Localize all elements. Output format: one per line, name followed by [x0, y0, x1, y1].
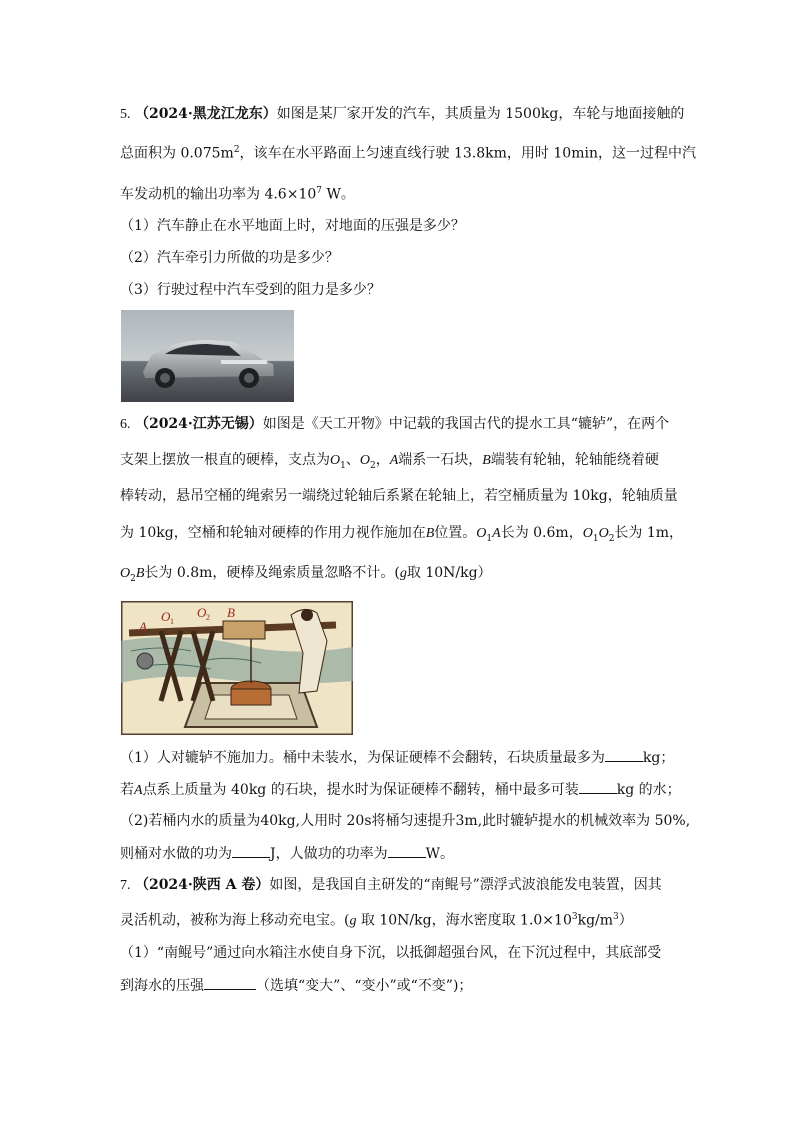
q6-sub1-unit: kg；: [642, 750, 675, 766]
b-symbol-2: B: [425, 526, 435, 541]
o2-sub-3: 2: [130, 573, 136, 584]
a-symbol-2: A: [492, 526, 501, 541]
answer-blank-4[interactable]: [388, 843, 426, 858]
q7-line-2: [120, 907, 633, 932]
q7-text-1: 如图，是我国自主研发的“南鲲号”漂浮式波浪能发电装置，因其: [269, 877, 662, 893]
a-symbol-3: A: [134, 783, 143, 798]
q5-text-1: 如图是某厂家开发的汽车，其质量为 1500kg，车轮与地面接触的: [276, 106, 685, 122]
q7-sup-1: 3: [571, 912, 578, 922]
q6-sub-2: （2)若桶内水的质量为40kg,人用时 20s将桶匀速提升3m,此时辘轳提水的机械效率为 50%,: [120, 813, 691, 829]
o2-symbol-2: O: [598, 526, 609, 541]
q7-number: 7.: [120, 878, 131, 893]
q5-number: 5.: [120, 107, 131, 122]
q7-sub-1: （1）“南鲲号”通过向水箱注水使自身下沉，以抵御超强台风，在下沉过程中，其底部受: [120, 945, 662, 961]
o2-sub: 2: [369, 460, 376, 471]
q6-line-5: [120, 563, 492, 589]
q6-sub-1: [120, 747, 674, 768]
answer-blank-3[interactable]: [232, 843, 270, 858]
q5-sub-1: （1）汽车静止在水平地面上时，对地面的压强是多少？: [120, 218, 465, 234]
q7-source: （2024·陕西 A 卷）: [134, 877, 270, 893]
q5-text-3b: W。: [322, 186, 355, 203]
g-symbol: g: [399, 566, 407, 581]
q6-number: 6.: [120, 417, 131, 432]
q6-sub1b-text-a: 若: [120, 782, 134, 798]
q6-text-5a: 长为 0.8m，硬棒及绳索质量忽略不计。(: [144, 565, 400, 581]
q6-sub-2-cont: [120, 843, 454, 864]
b-symbol: B: [482, 453, 491, 468]
q6-sub1b-unit: kg 的水；: [616, 782, 681, 798]
q5-line-2: [120, 140, 696, 164]
label-b: B: [227, 605, 235, 620]
q6-text-4d: 长为 1m，: [614, 525, 684, 541]
q5-line-1: [120, 104, 684, 125]
q6-text-4a: 为 10kg，空桶和轮轴对硬棒的作用力视作施加在: [120, 525, 426, 541]
q7-line-1: [120, 875, 662, 896]
label-a: A: [139, 619, 147, 634]
q7-sub1-text-b: （选填“变大”、“变小”或“不变”)；: [256, 978, 473, 994]
q6-sub-1-cont: [120, 779, 681, 801]
b-symbol-3: B: [135, 566, 145, 581]
q6-source: （2024·江苏无锡）: [134, 416, 263, 432]
label-o2-sub: 2: [206, 613, 210, 622]
o1-sub: 1: [340, 460, 346, 471]
o1-sub-2: 1: [486, 533, 493, 544]
q5-text-3a: 车发动机的输出功率为 4.6×10: [120, 186, 317, 203]
label-o1-sub: 1: [170, 617, 174, 626]
car-photo: [121, 310, 294, 402]
q6-sub2-text-c: W。: [425, 846, 455, 862]
q5-text-2b: ，该车在水平路面上匀速直线行驶 13.8km，用时 10min，这一过程中汽: [239, 145, 696, 162]
q6-sub2-text-a: 则桶对水做的功为: [120, 846, 232, 862]
o1-symbol-2: O: [476, 526, 487, 541]
q5-sub-3: （3）行驶过程中汽车受到的阻力是多少？: [120, 282, 381, 298]
a-symbol: A: [389, 453, 399, 468]
q6-text-4b: 位置。: [434, 525, 477, 541]
q7-text-2c: kg/m: [577, 912, 614, 929]
o1-sub-3: 1: [592, 533, 599, 544]
q6-line-3: 棒转动，悬吊空桶的绳索另一端绕过轮轴后系紧在轮轴上，若空桶质量为 10kg，轮轴质量: [120, 488, 678, 504]
q6-sep: 、: [345, 452, 360, 468]
label-o2: O: [197, 605, 207, 620]
q6-text-5b: 取 10N/kg）: [406, 565, 492, 581]
o1-symbol-3: O: [582, 526, 593, 541]
answer-blank-5[interactable]: [204, 975, 256, 990]
q6-line-4: [120, 523, 683, 549]
q7-text-2b: 取 10N/kg，海水密度取 1.0×10: [356, 912, 572, 929]
q7-text-2a: 灵活机动，被称为海上移动充电宝。(: [120, 912, 350, 929]
q7-sub1-text-a: 到海水的压强: [120, 978, 204, 994]
o2-symbol-3: O: [120, 566, 131, 581]
q6-text-2a: 支架上摆放一根直的硬棒，支点为: [120, 452, 330, 468]
q6-text-2c: 端系一石块，: [398, 452, 483, 468]
answer-blank-1[interactable]: [605, 747, 643, 762]
answer-blank-2[interactable]: [579, 779, 617, 794]
q7-sub-1-cont: [120, 975, 472, 996]
q5-text-2a: 总面积为 0.075m: [120, 145, 234, 162]
q6-sub1-text: （1）人对辘轳不施加力。桶中未装水，为保证硬棒不会翻转，石块质量最多为: [120, 750, 605, 766]
q5-line-3: [120, 181, 355, 205]
o2-symbol: O: [359, 453, 370, 468]
q5-source: （2024·黑龙江龙东）: [134, 106, 277, 122]
q5-sup-3: 7: [316, 186, 322, 196]
o2-sub-2: 2: [608, 533, 615, 544]
q5-sup-2: 2: [233, 145, 240, 155]
q6-line-1: [120, 414, 669, 435]
q5-sub-2: （2）汽车牵引力所做的功是多少？: [120, 250, 339, 266]
q6-text-1: 如图是《天工开物》中记载的我国古代的提水工具“辘轳”，在两个: [262, 416, 670, 432]
windlass-illustration: [121, 601, 353, 735]
g-symbol-2: g: [349, 913, 357, 929]
label-o1: O: [161, 609, 171, 624]
q6-sub2-text-b: J，人做功的功率为: [270, 846, 388, 862]
q6-line-2: [120, 450, 659, 476]
q6-text-2b: ，: [375, 452, 390, 468]
q6-text-4c: 长为 0.6m，: [500, 525, 583, 541]
q7-sup-2: 3: [613, 912, 619, 922]
q6-text-2d: 端装有轮轴，轮轴能绕着硬: [490, 452, 659, 468]
q7-text-2d: ）: [618, 912, 633, 929]
o1-symbol: O: [330, 453, 341, 468]
q6-sub1b-text-b: 点系上质量为 40kg 的石块，提水时为保证硬棒不翻转，桶中最多可装: [142, 782, 579, 798]
